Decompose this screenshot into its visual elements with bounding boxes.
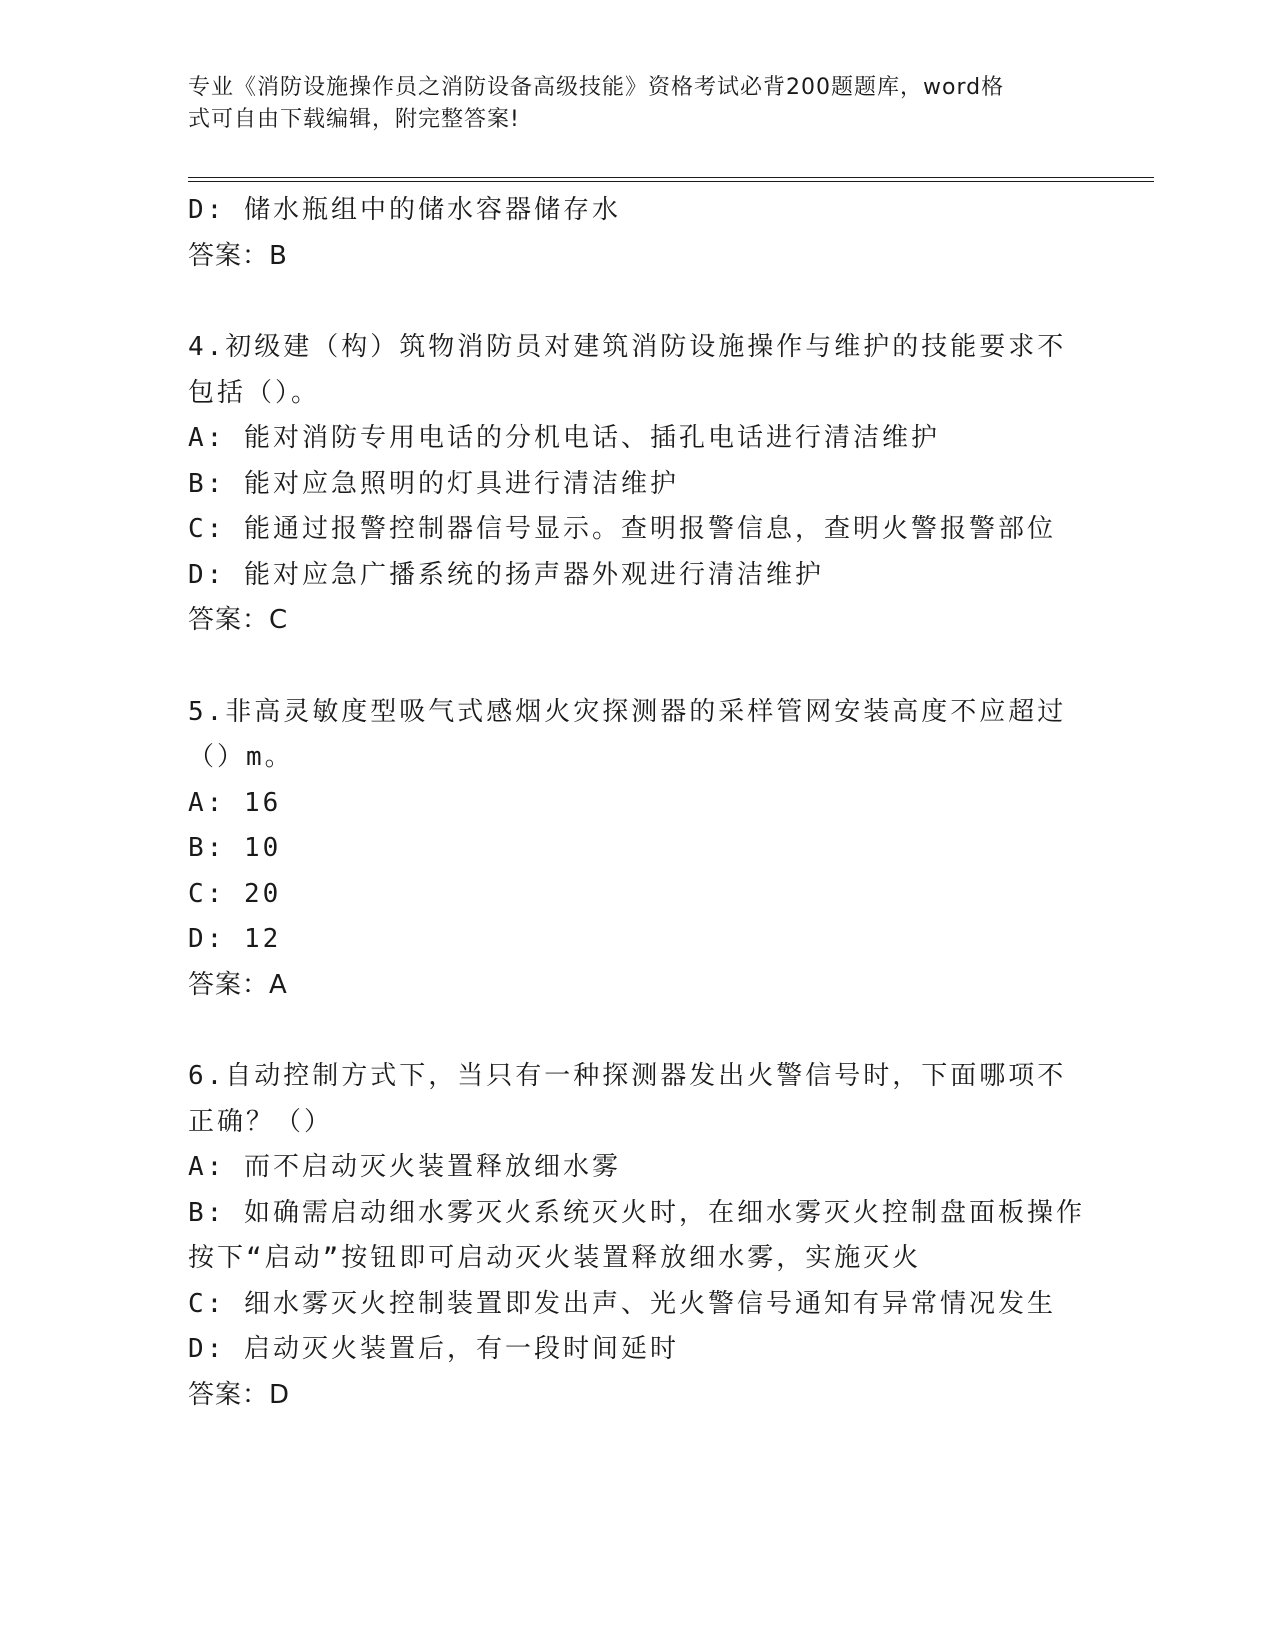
question-list (188, 188, 1088, 1418)
prev-question-answer: 答案：B (188, 240, 288, 271)
question-stem: 5.非高灵敏度型吸气式感烟火灾探测器的采样管网安装高度不应超过 (188, 696, 1067, 727)
option-b: B: 如确需启动细水雾灭火系统灭火时，在细水雾灭火控制盘面板操作 (188, 1197, 1085, 1228)
option-c: C: 能通过报警控制器信号显示。查明报警信息，查明火警报警部位 (188, 514, 1056, 544)
option-d: D: 启动灭火装置后，有一段时间延时 (188, 1334, 679, 1364)
question-stem-continued: 正确？（） (188, 1106, 334, 1137)
option-d: D: 能对应急广播系统的扬声器外观进行清洁维护 (188, 559, 824, 590)
document-header (188, 72, 1078, 136)
question-stem-continued: （）m。 (188, 742, 294, 772)
prev-question-option-d: D: 储水瓶组中的储水容器储存水 (188, 195, 621, 225)
header-line-1: 专业《消防设施操作员之消防设备高级技能》资格考试必背200题题库，word格 (188, 75, 1005, 100)
answer: 答案：D (188, 1379, 291, 1410)
option-c: C: 20 (188, 878, 282, 909)
option-a: A: 而不启动灭火装置释放细水雾 (188, 1152, 621, 1182)
answer: 答案：A (188, 969, 288, 1000)
question-stem: 4.初级建（构）筑物消防员对建筑消防设施操作与维护的技能要求不 (188, 332, 1067, 362)
question-6 (188, 1054, 1088, 1418)
option-b-continued: 按下“启动”按钮即可启动灭火装置释放细水雾，实施灭火 (188, 1243, 922, 1273)
question-stem-continued: 包括（）。 (188, 377, 321, 408)
option-b: B: 10 (188, 833, 282, 863)
option-c: C: 细水雾灭火控制装置即发出声、光火警信号通知有异常情况发生 (188, 1288, 1056, 1319)
header-divider-top (188, 177, 1154, 178)
question-stem: 6.自动控制方式下，当只有一种探测器发出火警信号时，下面哪项不 (188, 1061, 1067, 1091)
header-line-2: 式可自由下载编辑，附完整答案! (188, 107, 520, 132)
option-d: D: 12 (188, 924, 282, 954)
option-b: B: 能对应急照明的灯具进行清洁维护 (188, 468, 679, 499)
option-a: A: 能对消防专用电话的分机电话、插孔电话进行清洁维护 (188, 423, 940, 453)
question-5 (188, 690, 1088, 1009)
question-4 (188, 325, 1088, 644)
answer: 答案：C (188, 605, 289, 635)
option-a: A: 16 (188, 787, 282, 818)
header-divider-bottom (188, 181, 1154, 182)
